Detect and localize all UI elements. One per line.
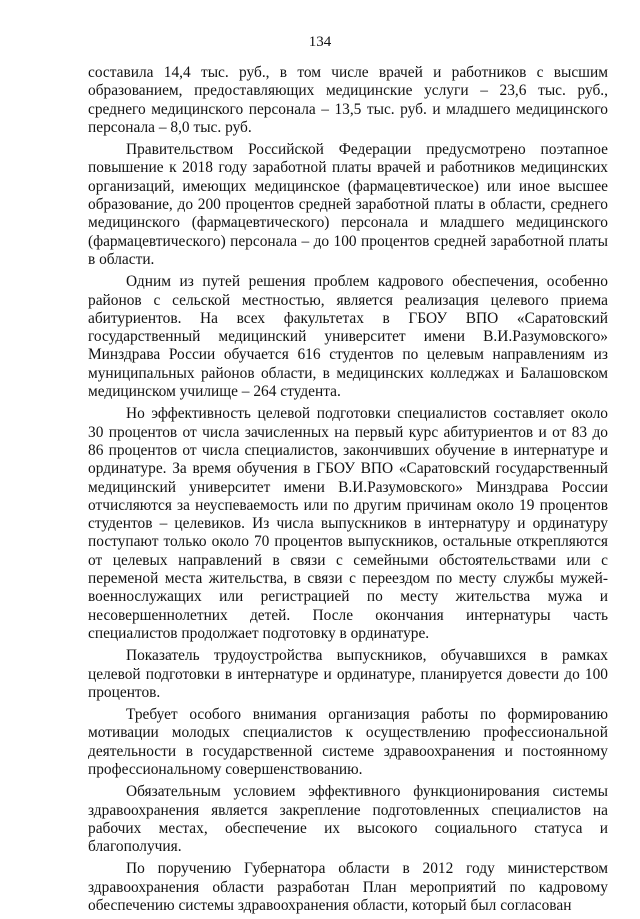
page-number: 134 xyxy=(308,34,332,50)
paragraph: Одним из путей решения проблем кадрового обеспечения, особенно районов с сельской местностью, является реализация целевого приема абитуриентов. На всех факультетах в ГБОУ ВПО «Саратовский государственный медицинский университет имени В.И.Разумовского» Минздрава России обучается 616 студентов по целевым направлениям из муниципальных районов области, в медицинских колледжах и Балашовском медицинском училище – 264 студента. xyxy=(88,273,608,401)
paragraph: Но эффективность целевой подготовки специалистов составляет около 30 процентов от числа зачисленных на первый курс абитуриентов и от 83 до 86 процентов от числа специалистов, закончивших обучение в интернатуре и ординатуре. За время обучения в ГБОУ ВПО «Саратовский государственный медицинский университет имени В.И.Разумовского» Минздрава России отчисляются за неуспеваемость или по другим причинам около 19 процентов студентов – целевиков. Из числа выпускников в интернатуру и ординатуру поступают только около 70 процентов выпускников, остальные открепляются от целевых направлений в связи с семейными обстоятельствами или с переменой места жительства, в связи с переездом по месту службы мужей-военнослужащих или регистрацией по месту жительства мужа и несовершеннолетних детей. После окончания интернатуры часть специалистов продолжает подготовку в ординатуре. xyxy=(88,405,608,642)
paragraph: Обязательным условием эффективного функционирования системы здравоохранения является закрепление подготовленных специалистов на рабочих местах, обеспечение их высокого социального статуса и благополучия. xyxy=(88,783,608,856)
paragraph: Показатель трудоустройства выпускников, обучавшихся в рамках целевой подготовки в интернатуре и ординатуре, планируется довести до 100 процентов. xyxy=(88,647,608,701)
paragraph: Правительством Российской Федерации предусмотрено поэтапное повышение к 2018 году заработной платы врачей и работников медицинских организаций, имеющих медицинское (фармацевтическое) или иное высшее образование, до 200 процентов средней заработной платы в области, среднего медицинского (фармацевтического) персонала и младшего медицинского (фармацевтического) персонала – до 100 процентов средней заработной платы в области. xyxy=(88,141,608,268)
document-body xyxy=(88,64,608,919)
paragraph: Требует особого внимания организация работы по формированию мотивации молодых специалистов к осуществлению профессиональной деятельности в государственной системе здравоохранения и постоянному профессиональному совершенствованию. xyxy=(88,706,608,778)
paragraph: По поручению Губернатора области в 2012 году министерством здравоохранения области разработан План мероприятий по кадровому обеспечению системы здравоохранения области, который был согласован xyxy=(88,860,608,915)
paragraph: составила 14,4 тыс. руб., в том числе врачей и работников с высшим образованием, предоставляющих медицинские услуги – 23,6 тыс. руб., среднего медицинского персонала – 13,5 тыс. руб. и младшего медицинского персонала – 8,0 тыс. руб. xyxy=(88,64,608,136)
